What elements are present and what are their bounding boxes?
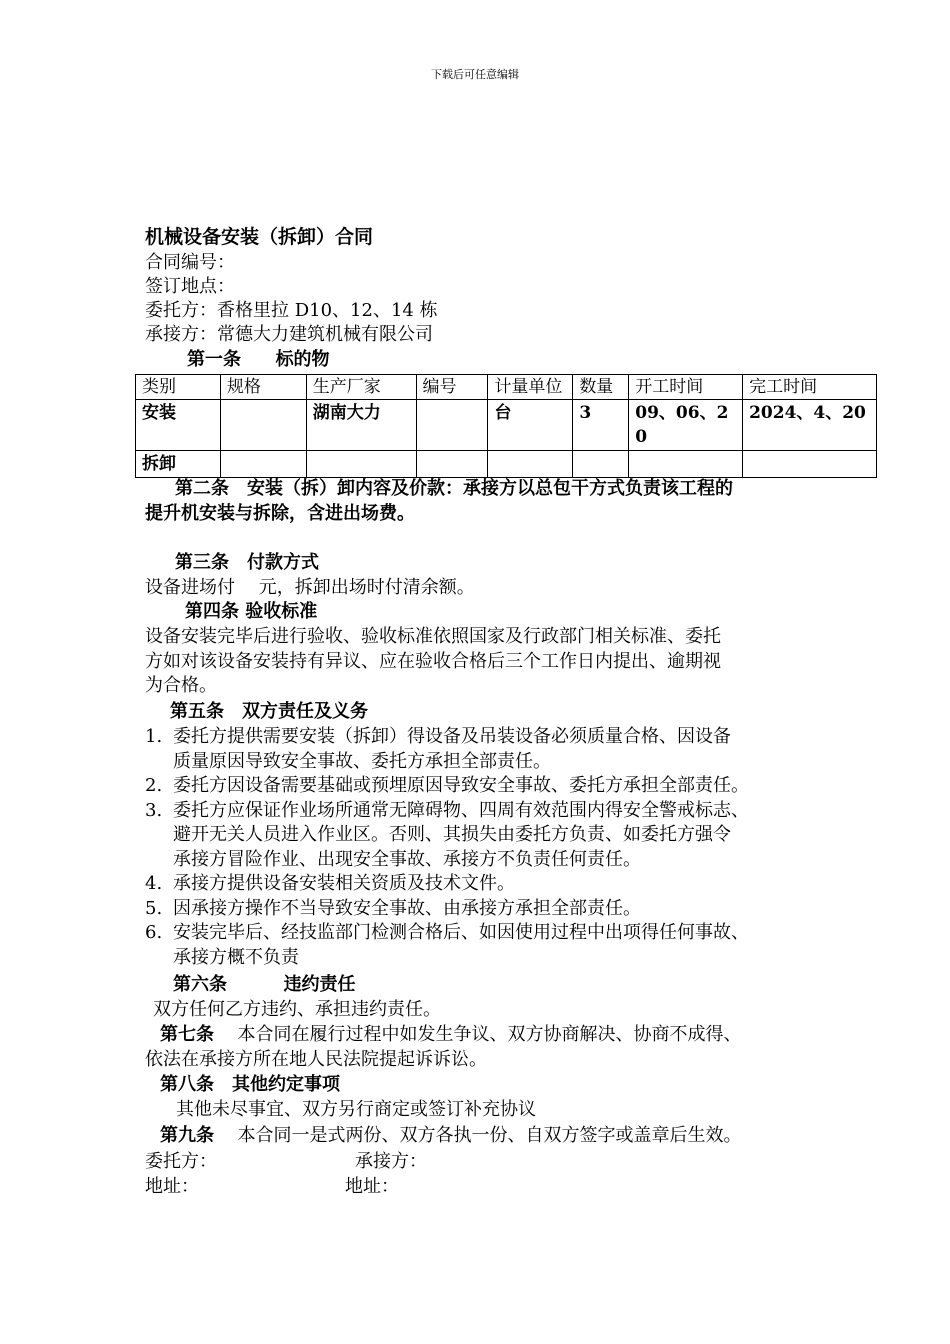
table-cell: 台 xyxy=(488,400,573,451)
contractor-signature-label: 承接方： xyxy=(355,1151,427,1172)
table-cell xyxy=(743,451,877,478)
table-cell xyxy=(416,451,488,478)
article4-line: 方如对该设备安装持有异议、应在验收合格后三个工作日内提出、逾期视 xyxy=(145,650,721,672)
article1-number: 第一条 xyxy=(187,349,241,370)
article4-body xyxy=(145,625,815,699)
client-signature-label: 委托方： xyxy=(145,1151,217,1172)
list-item xyxy=(145,725,835,774)
table-cell xyxy=(573,451,629,478)
list-item-number: 4. xyxy=(145,873,163,894)
article7-text: 本合同在履行过程中如发生争议、双方协商解决、协商不成得、 xyxy=(237,1024,742,1045)
article9-text: 本合同一是式两份、双方各执一份、自双方签字或盖章后生效。 xyxy=(237,1125,742,1146)
article7-number: 第七条 xyxy=(160,1024,214,1045)
contract-number-label: 合同编号： xyxy=(145,252,235,273)
list-item-number: 2. xyxy=(145,775,163,796)
table-header-row xyxy=(136,375,877,400)
article8-text: 其他未尽事宜、双方另行商定或签订补充协议 xyxy=(176,1099,536,1120)
client-address-label: 地址： xyxy=(145,1176,199,1197)
list-item-line: 承接方概不负责 xyxy=(173,946,299,968)
contractor-address-label: 地址： xyxy=(345,1176,399,1197)
subject-table xyxy=(135,374,877,478)
article1-heading xyxy=(187,348,330,372)
article5-heading: 第五条 双方责任及义务 xyxy=(170,701,368,722)
table-cell xyxy=(220,400,306,451)
table-cell xyxy=(306,451,416,478)
article5-list xyxy=(145,725,835,970)
article3-text: 设备进场付 元，拆卸出场时付清余额。 xyxy=(145,577,475,598)
article2-line1: 第二条 安装（拆）卸内容及价款：承接方以总包干方式负责该工程的 xyxy=(175,478,733,499)
table-cell: 安装 xyxy=(136,400,221,451)
table-cell: 3 xyxy=(573,400,629,451)
table-row xyxy=(136,451,877,478)
article6-title: 违约责任 xyxy=(283,974,356,995)
table-cell: 湖南大力 xyxy=(306,400,416,451)
list-item-number: 5. xyxy=(145,897,163,919)
article9-number: 第九条 xyxy=(160,1125,214,1146)
table-header-cell: 生产厂家 xyxy=(306,375,416,400)
article7-line2: 依法在承接方所在地人民法院提起诉诉讼。 xyxy=(145,1049,487,1070)
list-item-line: 因承接方操作不当导致安全事故、由承接方承担全部责任。 xyxy=(173,897,641,919)
table-row xyxy=(136,400,877,451)
list-item xyxy=(145,897,835,922)
table-cell xyxy=(488,451,573,478)
list-item-number: 3. xyxy=(145,799,163,821)
list-item xyxy=(145,872,835,897)
table-cell xyxy=(629,451,743,478)
article9-line xyxy=(160,1124,741,1148)
sign-place-label: 签订地点： xyxy=(145,276,235,297)
contract-title: 机械设备安装（拆卸）合同 xyxy=(145,226,374,248)
article6-heading xyxy=(173,973,356,997)
list-item-line: 安装完毕后、经技监部门检测合格后、如因使用过程中出项得任何事故、 xyxy=(173,922,749,943)
table-cell: 09、06、20 xyxy=(629,400,743,451)
list-item-number: 1. xyxy=(145,726,163,747)
list-item-line: 承接方冒险作业、出现安全事故、承接方不负责任何责任。 xyxy=(173,848,641,870)
client-line: 委托方：香格里拉 D10、12、14 栋 xyxy=(145,300,438,321)
article2-line2: 提升机安装与拆除，含进出场费。 xyxy=(145,503,415,524)
article4-line: 设备安装完毕后进行验收、验收标准依照国家及行政部门相关标准、委托 xyxy=(145,626,721,647)
table-cell xyxy=(416,400,488,451)
table-header-cell: 计量单位 xyxy=(488,375,573,400)
article4-heading: 第四条 验收标准 xyxy=(185,601,318,622)
article6-text: 双方任何乙方违约、承担违约责任。 xyxy=(153,999,441,1020)
table-header-cell: 类别 xyxy=(136,375,221,400)
article8-heading: 第八条 其他约定事项 xyxy=(160,1074,340,1095)
table-header-cell: 规格 xyxy=(220,375,306,400)
list-item xyxy=(145,921,835,970)
contractor-line: 承接方：常德大力建筑机械有限公司 xyxy=(145,324,433,345)
list-item xyxy=(145,774,835,799)
article1-title: 标的物 xyxy=(275,349,330,370)
table-cell: 2024、4、20 xyxy=(743,400,877,451)
article4-line: 为合格。 xyxy=(145,675,217,696)
list-item-line: 委托方应保证作业场所通常无障碍物、四周有效范围内得安全警戒标志、 xyxy=(173,799,749,821)
list-item-line: 质量原因导致安全事故、委托方承担全部责任。 xyxy=(173,750,551,772)
header-note: 下载后可任意编辑 xyxy=(431,68,519,81)
table-cell: 拆卸 xyxy=(136,451,221,478)
table-header-cell: 编号 xyxy=(416,375,488,400)
article7-line1 xyxy=(160,1023,741,1047)
list-item-line: 避开无关人员进入作业区。否则、其损失由委托方负责、如委托方强令 xyxy=(173,824,731,845)
table-header-cell: 数量 xyxy=(573,375,629,400)
table-header-cell: 开工时间 xyxy=(629,375,743,400)
list-item-number: 6. xyxy=(145,922,163,943)
table-header-cell: 完工时间 xyxy=(743,375,877,400)
article6-number: 第六条 xyxy=(173,974,227,995)
list-item-line: 委托方提供需要安装（拆卸）得设备及吊装设备必须质量合格、因设备 xyxy=(173,726,731,747)
article3-heading: 第三条 付款方式 xyxy=(175,552,319,573)
list-item-line: 委托方因设备需要基础或预埋原因导致安全事故、委托方承担全部责任。 xyxy=(173,775,749,796)
list-item-line: 承接方提供设备安装相关资质及技术文件。 xyxy=(173,873,515,894)
list-item xyxy=(145,799,835,873)
table-cell xyxy=(220,451,306,478)
